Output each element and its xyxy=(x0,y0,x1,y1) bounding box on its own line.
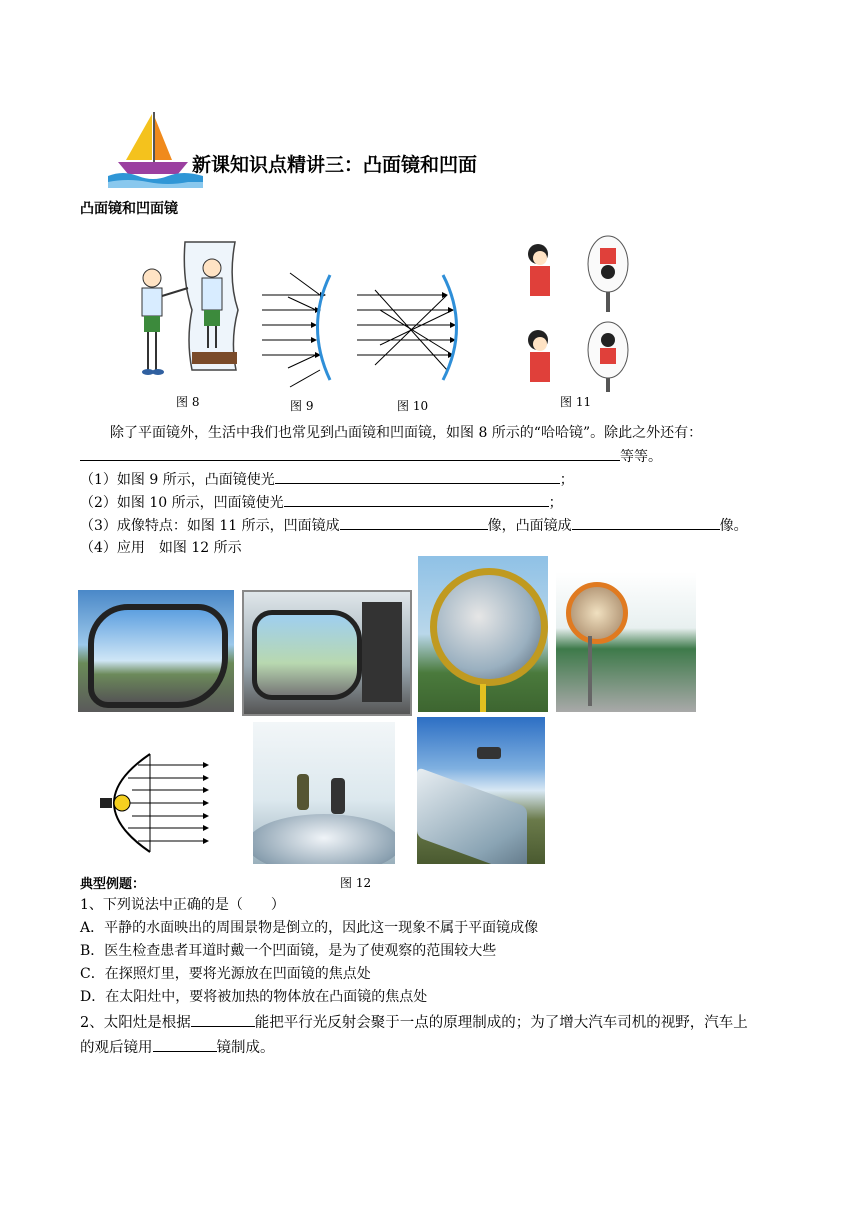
question-3-line xyxy=(80,515,748,536)
option-b-text: B．医生检查患者耳道时戴一个凹面镜，是为了使观察的范围较大些 xyxy=(80,943,497,959)
page-title: 新课知识点精讲三：凸面镜和凹面 xyxy=(192,154,478,176)
answer-blank[interactable] xyxy=(80,446,620,461)
intro-blank-line xyxy=(80,446,662,467)
q3-text-c: 像。 xyxy=(719,518,748,534)
q4-text: （4）应用 如图 12 所示 xyxy=(80,540,242,556)
example-q2-text-a: 2、太阳灶是根据 xyxy=(80,1015,191,1031)
figure-11-caption: 图 11 xyxy=(560,395,592,409)
answer-blank[interactable] xyxy=(572,515,720,530)
answer-blank[interactable] xyxy=(340,515,488,530)
q1-text: （1）如图 9 所示，凸面镜使光 xyxy=(80,472,275,488)
example-q2-text-c: 的观后镜用 xyxy=(80,1040,153,1056)
spoon-reflection-figure xyxy=(520,232,645,392)
section-title: 凸面镜和凹面镜 xyxy=(80,201,178,217)
option-c[interactable] xyxy=(80,964,371,984)
example-question-1 xyxy=(80,895,285,915)
q3-text-a: （3）成像特点：如图 11 所示，凹面镜成 xyxy=(80,518,340,534)
example-q1-text: 1、下列说法中正确的是（ ） xyxy=(80,897,285,913)
intro-end-text: 等等。 xyxy=(620,449,662,465)
figure-9-caption: 图 9 xyxy=(290,399,314,413)
examples-heading: 典型例题： xyxy=(80,877,146,892)
option-d-text: D．在太阳灶中，要将被加热的物体放在凸面镜的焦点处 xyxy=(80,989,428,1005)
concave-mirror-diagram xyxy=(355,265,470,390)
roadside-convex-mirror-photo xyxy=(556,572,696,712)
question-2-line xyxy=(80,492,563,513)
intro-text: 除了平面镜外，生活中我们也常见到凸面镜和凹面镜，如图 8 所示的“哈哈镜”。除此之外还有： xyxy=(110,425,703,441)
semicolon: ； xyxy=(559,472,574,488)
figure-12-caption: 图 12 xyxy=(340,876,372,890)
option-a[interactable] xyxy=(80,918,538,938)
solar-cooker-photo-2 xyxy=(417,717,545,864)
q2-text: （2）如图 10 所示，凹面镜使光 xyxy=(80,495,284,511)
example-q2-text-b: 能把平行光反射会聚于一点的原理制成的；为了增大汽车司机的视野，汽车上 xyxy=(254,1015,748,1031)
example-q2-text-d: 镜制成。 xyxy=(216,1040,275,1056)
example-question-2 xyxy=(80,1012,748,1033)
answer-blank[interactable] xyxy=(191,1012,255,1027)
convex-traffic-mirror-photo xyxy=(418,556,548,712)
sailboat-icon xyxy=(108,110,203,190)
car-mirror-photo-1 xyxy=(78,590,234,712)
example-question-2-cont xyxy=(80,1037,275,1058)
question-4-line xyxy=(80,538,242,558)
headlight-reflector-diagram xyxy=(88,748,218,858)
figure-8-caption: 图 8 xyxy=(176,395,200,409)
q3-text-b: 像，凸面镜成 xyxy=(487,518,572,534)
car-mirror-photo-2 xyxy=(242,590,412,716)
question-1-line xyxy=(80,469,574,490)
option-a-text: A．平静的水面映出的周围景物是倒立的，因此这一现象不属于平面镜成像 xyxy=(80,920,539,936)
answer-blank[interactable] xyxy=(153,1037,217,1052)
semicolon: ； xyxy=(548,495,563,511)
figure-10-caption: 图 10 xyxy=(397,399,429,413)
intro-paragraph xyxy=(80,423,702,443)
answer-blank[interactable] xyxy=(275,469,560,484)
solar-cooker-photo-1 xyxy=(253,722,395,864)
funhouse-mirror-figure xyxy=(130,240,250,380)
option-d[interactable] xyxy=(80,987,427,1007)
convex-mirror-diagram xyxy=(260,265,350,390)
answer-blank[interactable] xyxy=(284,492,549,507)
option-c-text: C．在探照灯里，要将光源放在凹面镜的焦点处 xyxy=(80,966,371,982)
option-b[interactable] xyxy=(80,941,496,961)
